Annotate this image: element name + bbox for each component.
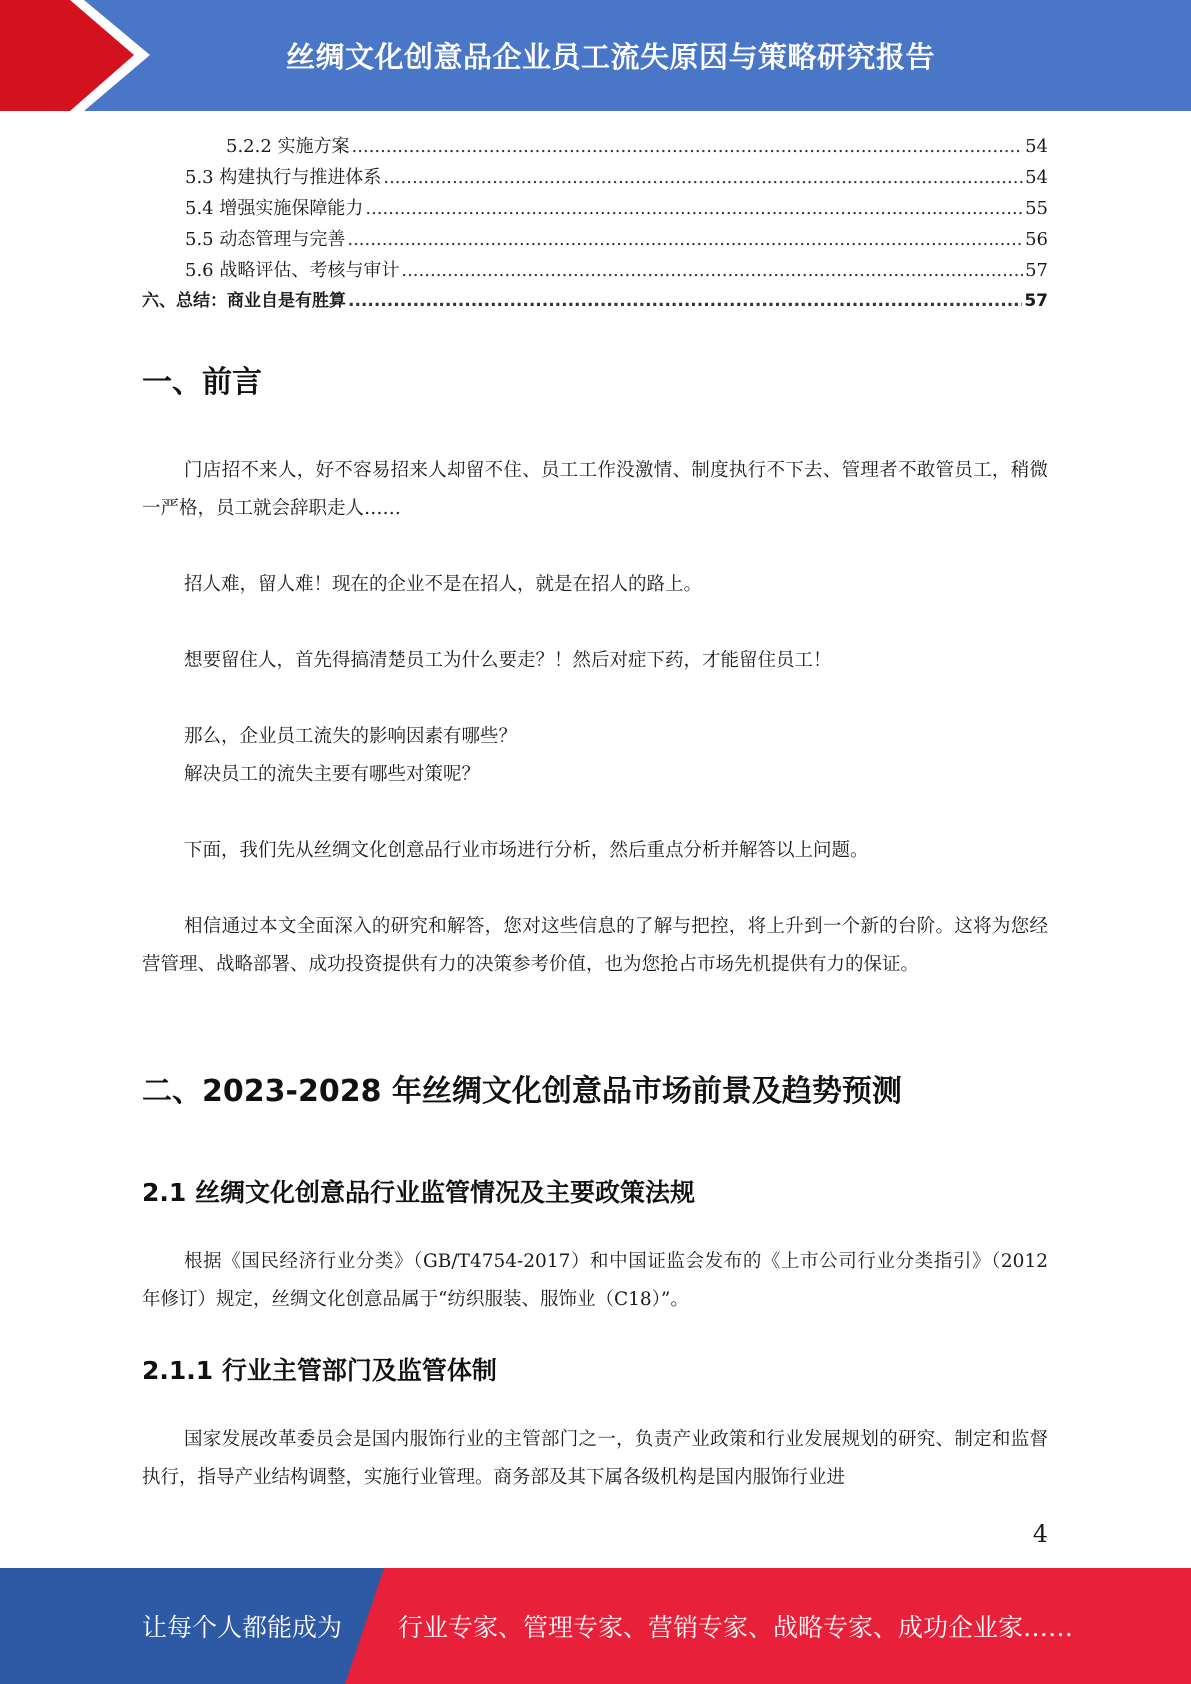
table-of-contents (142, 131, 1048, 317)
toc-entry-page: 54 (1025, 167, 1048, 188)
section-heading-preface: 一、前言 (142, 365, 262, 400)
page-number: 4 (1032, 1520, 1048, 1548)
paragraph: 招人难，留人难！现在的企业不是在招人，就是在招人的路上。 (184, 574, 703, 595)
toc-entry-label: 5.5 动态管理与完善 (185, 229, 346, 250)
toc-entry[interactable] (142, 131, 1048, 162)
toc-entry[interactable] (142, 286, 1048, 317)
toc-entry-page: 57 (1024, 291, 1048, 311)
toc-entry[interactable] (142, 193, 1048, 224)
toc-entry-label: 六、总结：商业自是有胜算 (142, 291, 346, 311)
toc-dot-leader (383, 162, 1023, 193)
footer-slogan-left: 让每个人都能成为 (142, 1613, 343, 1642)
toc-entry-label: 5.3 构建执行与推进体系 (185, 167, 382, 188)
page-footer (0, 1568, 1191, 1684)
toc-entry-page: 56 (1025, 229, 1048, 250)
toc-dot-leader (401, 255, 1023, 286)
paragraph: 解决员工的流失主要有哪些对策呢？ (184, 764, 481, 785)
paragraph: 那么，企业员工流失的影响因素有哪些？ (184, 726, 518, 747)
subsection-heading-regulation: 2.1 丝绸文化创意品行业监管情况及主要政策法规 (142, 1178, 695, 1207)
toc-entry[interactable] (142, 162, 1048, 193)
subsection-heading-authority: 2.1.1 行业主管部门及监管体制 (142, 1356, 497, 1385)
toc-entry-label: 5.4 增强实施保障能力 (185, 198, 364, 219)
toc-entry-page: 57 (1025, 260, 1048, 281)
toc-entry[interactable] (142, 255, 1048, 286)
toc-entry-page: 55 (1025, 198, 1048, 219)
toc-entry[interactable] (142, 224, 1048, 255)
toc-dot-leader (365, 193, 1023, 224)
toc-dot-leader (348, 286, 1022, 317)
page-header (0, 0, 1191, 111)
paragraph: 门店招不来人，好不容易招来人却留不住、员工工作没激情、制度执行不下去、管理者不敢管员工，稍微一严格，员工就会辞职走人…… (142, 460, 1048, 519)
toc-entry-label: 5.2.2 实施方案 (226, 136, 350, 157)
paragraph: 相信通过本文全面深入的研究和解答，您对这些信息的了解与把控，将上升到一个新的台阶。这将为您经营管理、战略部署、成功投资提供有力的决策参考价值，也为您抢占市场先机提供有力的保证。 (142, 916, 1048, 975)
paragraph: 根据《国民经济行业分类》（GB/T4754-2017）和中国证监会发布的《上市公司行业分类指引》（2012 年修订）规定，丝绸文化创意品属于“纺织服装、服饰业（C18）”。 (142, 1251, 1048, 1310)
paragraph: 下面，我们先从丝绸文化创意品行业市场进行分析，然后重点分析并解答以上问题。 (184, 840, 869, 861)
toc-entry-page: 54 (1025, 136, 1048, 157)
header-title: 丝绸文化创意品企业员工流失原因与策略研究报告 (285, 40, 935, 74)
toc-entry-label: 5.6 战略评估、考核与审计 (185, 260, 400, 281)
footer-slogan-right: 行业专家、管理专家、营销专家、战略专家、成功企业家…… (398, 1613, 1074, 1642)
paragraph: 国家发展改革委员会是国内服饰行业的主管部门之一，负责产业政策和行业发展规划的研究、制定和监督执行，指导产业结构调整，实施行业管理。商务部及其下属各级机构是国内服饰行业进 (142, 1429, 1048, 1488)
toc-dot-leader (347, 224, 1023, 255)
paragraph: 想要留住人，首先得搞清楚员工为什么要走？！然后对症下药，才能留住员工！ (184, 650, 832, 671)
section-heading-market-forecast: 二、2023-2028 年丝绸文化创意品市场前景及趋势预测 (142, 1074, 902, 1109)
toc-dot-leader (352, 131, 1024, 162)
